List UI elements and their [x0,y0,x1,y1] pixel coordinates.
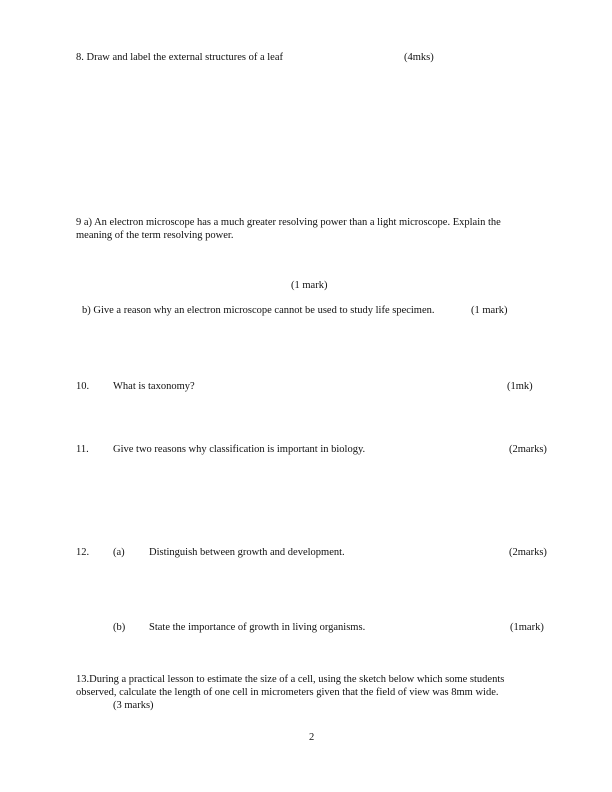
question-12a-marks: (2marks) [509,547,547,558]
question-9b-marks: (1 mark) [471,305,508,316]
page-number: 2 [309,732,315,743]
question-12a-text: Distinguish between growth and development. [149,547,345,558]
question-11-marks: (2marks) [509,444,547,455]
question-8-marks: (4mks) [404,52,434,63]
question-12-number: 12. [76,547,90,558]
question-8-text: 8. Draw and label the external structures of a leaf [76,52,283,63]
question-12a-label: (a) [113,547,125,558]
question-9a-line1: 9 a) An electron microscope has a much greater resolving power than a light microscope. Explain the [76,217,501,228]
question-9a-line2: meaning of the term resolving power. [76,230,234,241]
question-12b-label: (b) [113,622,126,633]
question-13-line1: 13.During a practical lesson to estimate the size of a cell, using the sketch below which some students [76,674,505,685]
question-11-number: 11. [76,444,89,455]
question-13-marks: (3 marks) [113,700,154,711]
question-9b-text: b) Give a reason why an electron microscope cannot be used to study life specimen. [82,305,435,316]
question-10-number: 10. [76,381,90,392]
question-13-line2: observed, calculate the length of one cell in micrometers given that the field of view was 8mm wide. [76,687,499,698]
question-12b-text: State the importance of growth in living organisms. [149,622,366,633]
question-10-text: What is taxonomy? [113,381,195,392]
question-10-marks: (1mk) [507,381,533,392]
question-9a-marks: (1 mark) [291,280,328,291]
question-11-text: Give two reasons why classification is important in biology. [113,444,366,455]
question-12b-marks: (1mark) [510,622,544,633]
